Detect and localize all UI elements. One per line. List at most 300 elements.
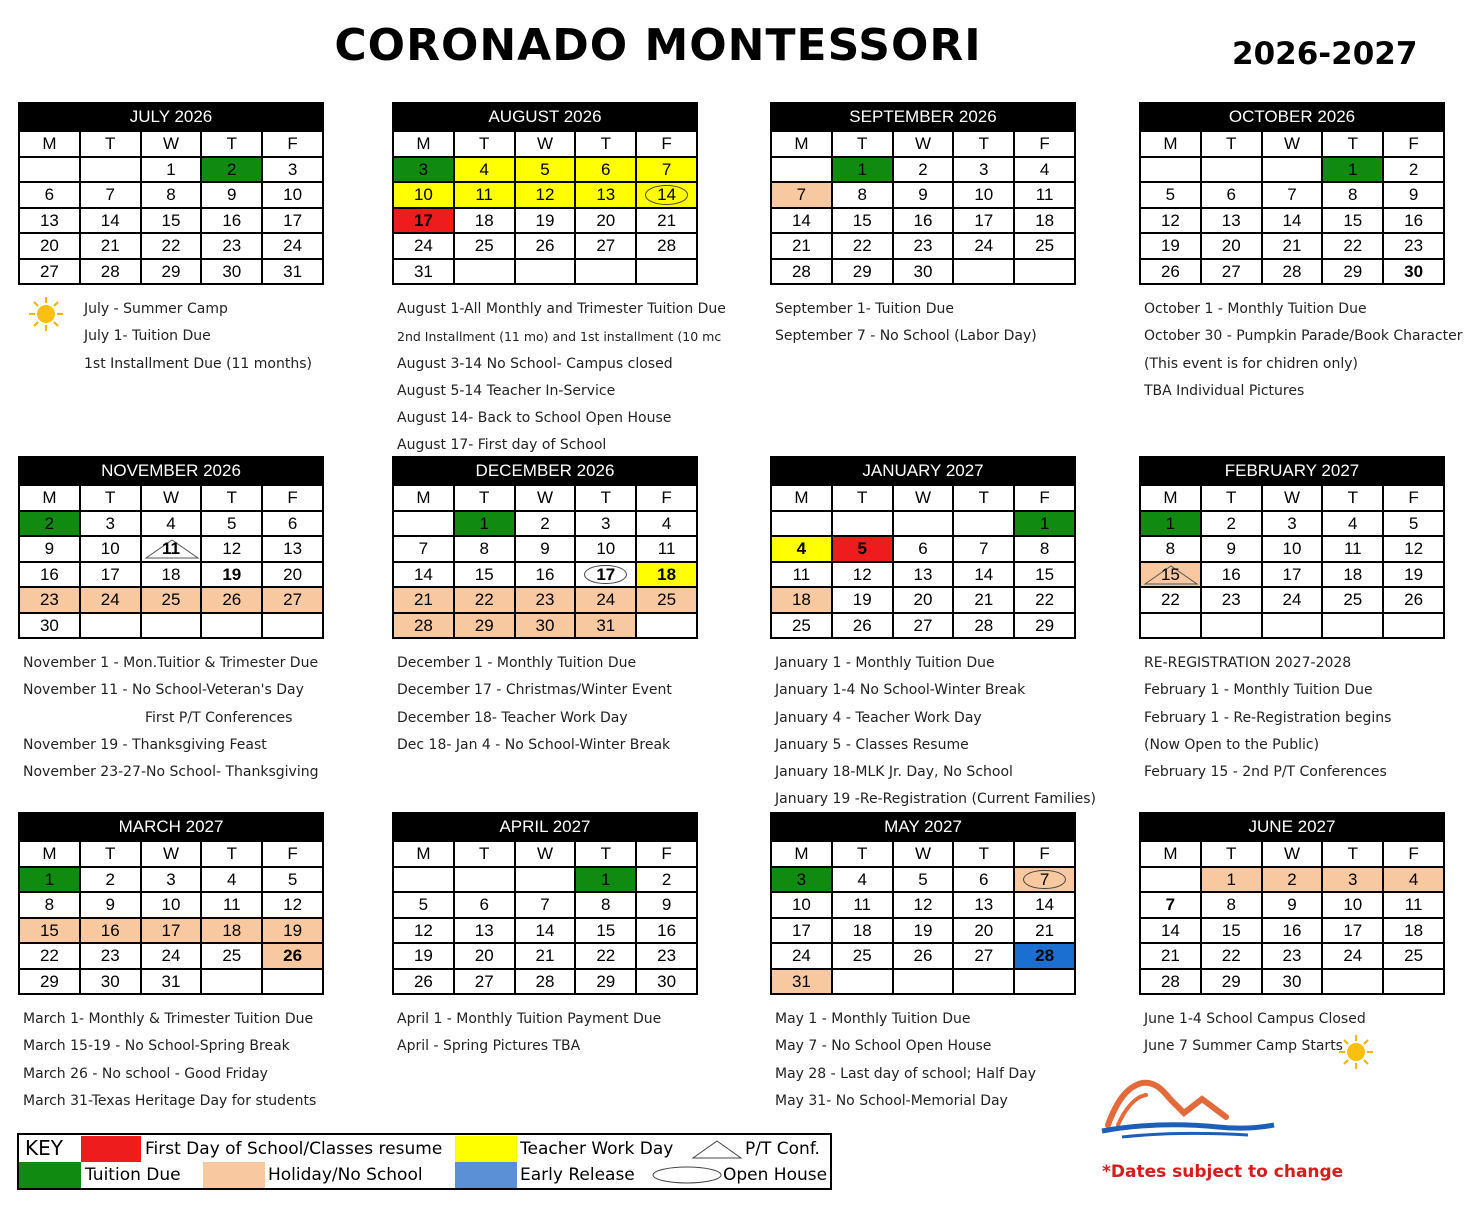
- key-holiday: Holiday/No School: [268, 1165, 423, 1185]
- day-cell: [1262, 182, 1323, 208]
- day-cell: [393, 536, 454, 562]
- day-cell: [832, 233, 893, 259]
- day-cell: [636, 587, 697, 613]
- day-cell: [1383, 182, 1444, 208]
- empty-cell: [141, 613, 202, 639]
- day-number: 1: [166, 159, 176, 179]
- day-cell: [771, 969, 832, 995]
- month-grid: [18, 484, 324, 639]
- day-number: 30: [913, 261, 933, 281]
- day-cell: [393, 208, 454, 234]
- day-cell: [201, 157, 262, 183]
- month-title: JULY 2026: [18, 102, 324, 130]
- day-cell: [575, 536, 636, 562]
- day-number: 31: [283, 261, 303, 281]
- day-cell: [1201, 536, 1262, 562]
- day-number: 12: [283, 895, 303, 915]
- day-cell: [454, 969, 515, 995]
- day-cell: [1201, 587, 1262, 613]
- day-number: 21: [100, 236, 120, 256]
- note-line: March 15-19 - No School-Spring Break: [23, 1038, 290, 1055]
- day-cell: [141, 867, 202, 893]
- day-cell: [201, 562, 262, 588]
- day-number: 10: [791, 895, 811, 915]
- empty-cell: [515, 867, 576, 893]
- day-cell: [515, 892, 576, 918]
- day-number: 17: [791, 920, 811, 940]
- day-cell: [262, 233, 323, 259]
- day-cell: [636, 233, 697, 259]
- key-pt: P/T Conf.: [745, 1139, 820, 1159]
- month-title: MAY 2027: [770, 812, 1076, 840]
- day-number: 13: [1221, 210, 1241, 230]
- note-line: July 1- Tuition Due: [84, 328, 211, 345]
- day-number: 17: [283, 210, 303, 230]
- day-number: 4: [479, 159, 489, 179]
- day-number: 7: [1287, 185, 1297, 205]
- day-number: 19: [222, 564, 242, 584]
- note-line: February 1 - Re-Registration begins: [1144, 709, 1392, 726]
- day-number: 7: [979, 539, 989, 559]
- day-cell: [80, 536, 141, 562]
- day-cell: [393, 918, 454, 944]
- day-cell: [1322, 157, 1383, 183]
- day-cell: [1383, 867, 1444, 893]
- weekday-header: M: [393, 485, 454, 511]
- day-cell: [1383, 511, 1444, 537]
- note-line: Dec 18- Jan 4 - No School-Winter Break: [397, 736, 671, 753]
- note-line: May 7 - No School Open House: [775, 1038, 992, 1055]
- weekday-header: M: [1140, 485, 1201, 511]
- note-line: August 1-All Monthly and Trimester Tuition Due: [397, 301, 726, 317]
- day-cell: [1262, 511, 1323, 537]
- day-number: 28: [535, 971, 555, 991]
- day-cell: [1322, 562, 1383, 588]
- day-cell: [1140, 233, 1201, 259]
- day-cell: [953, 157, 1014, 183]
- month-notes: [23, 650, 318, 786]
- day-cell: [454, 943, 515, 969]
- month-calendar: [770, 812, 1076, 995]
- day-cell: [141, 892, 202, 918]
- day-cell: [1140, 587, 1201, 613]
- day-number: 4: [166, 513, 176, 533]
- note-line: January 18-MLK Jr. Day, No School: [775, 764, 1013, 781]
- day-cell: [832, 867, 893, 893]
- day-cell: [201, 918, 262, 944]
- day-number: 24: [413, 236, 433, 256]
- day-cell: [1201, 208, 1262, 234]
- day-number: 23: [1404, 236, 1424, 256]
- day-number: 12: [913, 895, 933, 915]
- day-number: 18: [1343, 564, 1363, 584]
- day-cell: [1014, 943, 1075, 969]
- day-number: 25: [657, 590, 677, 610]
- day-cell: [893, 536, 954, 562]
- empty-cell: [832, 969, 893, 995]
- day-cell: [953, 892, 1014, 918]
- day-cell: [1201, 259, 1262, 285]
- day-number: 7: [796, 185, 807, 205]
- day-number: 7: [418, 539, 429, 559]
- note-line: August 17- First day of School: [397, 437, 607, 454]
- day-number: 27: [1221, 261, 1241, 281]
- day-number: 15: [161, 210, 181, 230]
- day-number: 23: [913, 236, 933, 256]
- day-number: 29: [1343, 261, 1363, 281]
- day-number: 28: [1160, 971, 1180, 991]
- note-line: December 17 - Christmas/Winter Event: [397, 682, 672, 699]
- day-number: 20: [474, 946, 494, 966]
- day-cell: [201, 233, 262, 259]
- day-number: 29: [161, 261, 181, 281]
- day-cell: [953, 182, 1014, 208]
- day-cell: [19, 918, 80, 944]
- day-cell: [262, 587, 323, 613]
- day-cell: [201, 892, 262, 918]
- day-number: 15: [596, 920, 616, 940]
- day-number: 25: [1404, 946, 1424, 966]
- day-number: 28: [1035, 946, 1055, 966]
- day-number: 24: [283, 236, 303, 256]
- weekday-header: T: [575, 485, 636, 511]
- day-cell: [201, 536, 262, 562]
- day-number: 18: [222, 920, 242, 940]
- day-cell: [262, 536, 323, 562]
- day-number: 5: [918, 869, 928, 889]
- note-line: April 1 - Monthly Tuition Payment Due: [397, 1011, 662, 1027]
- day-cell: [832, 892, 893, 918]
- day-cell: [1262, 943, 1323, 969]
- day-cell: [1140, 969, 1201, 995]
- day-cell: [771, 182, 832, 208]
- day-cell: [636, 536, 697, 562]
- sun-icon: [28, 296, 64, 332]
- day-number: 20: [974, 920, 994, 940]
- day-cell: [19, 259, 80, 285]
- day-number: 15: [852, 210, 872, 230]
- empty-cell: [201, 613, 262, 639]
- note-line: 2nd Installment (11 mo) and 1st installment (10 mc: [397, 329, 722, 345]
- day-number: 28: [413, 615, 433, 635]
- day-number: 22: [474, 590, 494, 610]
- day-number: 21: [974, 590, 994, 610]
- day-number: 1: [1348, 159, 1358, 179]
- day-cell: [575, 613, 636, 639]
- month-title: JUNE 2027: [1139, 812, 1445, 840]
- empty-cell: [1201, 613, 1262, 639]
- day-cell: [953, 562, 1014, 588]
- day-cell: [454, 536, 515, 562]
- weekday-header: W: [141, 131, 202, 157]
- day-number: 17: [100, 564, 120, 584]
- note-line: August 3-14 No School- Campus closed: [397, 355, 673, 372]
- note-line: (This event is for chidren only): [1144, 355, 1358, 372]
- day-number: 11: [162, 539, 180, 559]
- day-cell: [1383, 943, 1444, 969]
- day-cell: [893, 918, 954, 944]
- day-cell: [1201, 562, 1262, 588]
- day-number: 2: [105, 869, 115, 889]
- empty-cell: [1140, 157, 1201, 183]
- day-cell: [832, 157, 893, 183]
- oval-icon: [651, 1165, 723, 1185]
- note-line: May 28 - Last day of school; Half Day: [775, 1065, 1036, 1082]
- day-number: 31: [161, 971, 181, 991]
- day-cell: [80, 182, 141, 208]
- empty-cell: [1383, 613, 1444, 639]
- day-cell: [393, 233, 454, 259]
- day-number: 21: [1282, 236, 1302, 256]
- day-cell: [262, 208, 323, 234]
- day-cell: [454, 587, 515, 613]
- empty-cell: [393, 511, 454, 537]
- day-number: 3: [979, 159, 989, 179]
- note-line: January 5 - Classes Resume: [775, 736, 969, 753]
- day-cell: [393, 969, 454, 995]
- day-cell: [393, 892, 454, 918]
- day-number: 27: [39, 261, 59, 281]
- day-number: 3: [105, 513, 115, 533]
- month-grid: [1139, 484, 1445, 639]
- weekday-header: F: [636, 485, 697, 511]
- day-cell: [636, 562, 697, 588]
- day-number: 27: [974, 946, 994, 966]
- weekday-header: T: [832, 131, 893, 157]
- day-cell: [771, 208, 832, 234]
- day-cell: [953, 943, 1014, 969]
- weekday-header: F: [1383, 841, 1444, 867]
- day-cell: [636, 182, 697, 208]
- day-cell: [201, 259, 262, 285]
- day-cell: [1383, 892, 1444, 918]
- day-number: 8: [44, 895, 55, 915]
- day-number: 17: [413, 210, 433, 230]
- day-number: 17: [596, 564, 616, 584]
- day-number: 19: [413, 946, 433, 966]
- day-number: 25: [1035, 236, 1055, 256]
- weekday-header: F: [1014, 841, 1075, 867]
- day-cell: [893, 867, 954, 893]
- weekday-header: F: [1383, 131, 1444, 157]
- month-grid: [1139, 130, 1445, 285]
- day-number: 26: [535, 236, 555, 256]
- day-cell: [201, 511, 262, 537]
- empty-cell: [454, 259, 515, 285]
- empty-cell: [1383, 969, 1444, 995]
- day-number: 11: [475, 185, 494, 205]
- day-number: 7: [540, 895, 550, 915]
- day-cell: [771, 943, 832, 969]
- note-line: November 19 - Thanksgiving Feast: [23, 736, 267, 753]
- day-cell: [1383, 208, 1444, 234]
- note-line: May 31- No School-Memorial Day: [775, 1092, 1008, 1109]
- day-number: 13: [596, 185, 616, 205]
- day-cell: [575, 233, 636, 259]
- note-line: March 1- Monthly & Trimester Tuition Due: [23, 1011, 314, 1027]
- day-number: 13: [39, 210, 59, 230]
- day-cell: [141, 157, 202, 183]
- day-number: 30: [39, 615, 59, 635]
- month-grid: [18, 840, 324, 995]
- weekday-header: T: [575, 131, 636, 157]
- month-calendar: [1139, 812, 1445, 995]
- day-number: 27: [474, 971, 494, 991]
- day-cell: [1140, 892, 1201, 918]
- day-number: 15: [39, 920, 59, 940]
- day-number: 9: [661, 895, 672, 915]
- day-cell: [893, 157, 954, 183]
- month-calendar: [18, 456, 324, 639]
- day-cell: [141, 562, 202, 588]
- note-line: February 15 - 2nd P/T Conferences: [1144, 764, 1387, 781]
- month-title: JANUARY 2027: [770, 456, 1076, 484]
- month-calendar: [1139, 102, 1445, 285]
- day-number: 5: [287, 869, 298, 889]
- day-cell: [771, 867, 832, 893]
- note-line: August 14- Back to School Open House: [397, 410, 672, 427]
- day-number: 10: [100, 539, 120, 559]
- weekday-header: M: [771, 131, 832, 157]
- empty-cell: [1262, 613, 1323, 639]
- day-number: 7: [1039, 869, 1050, 889]
- day-number: 29: [1221, 971, 1241, 991]
- day-number: 7: [661, 159, 672, 179]
- day-cell: [1014, 182, 1075, 208]
- day-number: 12: [1160, 210, 1180, 230]
- day-number: 4: [857, 869, 867, 889]
- empty-cell: [515, 259, 576, 285]
- day-number: 22: [852, 236, 872, 256]
- day-cell: [893, 587, 954, 613]
- day-number: 24: [161, 946, 181, 966]
- note-line: March 31-Texas Heritage Day for students: [23, 1092, 317, 1109]
- day-cell: [393, 562, 454, 588]
- day-number: 20: [913, 590, 933, 610]
- day-number: 2: [227, 159, 237, 179]
- day-cell: [454, 562, 515, 588]
- day-number: 11: [792, 564, 811, 584]
- weekday-header: T: [953, 131, 1014, 157]
- note-line: September 1- Tuition Due: [775, 301, 954, 317]
- weekday-header: W: [1262, 131, 1323, 157]
- month-calendar: [1139, 456, 1445, 639]
- month-notes: [397, 650, 672, 759]
- day-cell: [1140, 943, 1201, 969]
- day-cell: [262, 892, 323, 918]
- weekday-header: W: [515, 485, 576, 511]
- day-cell: [393, 182, 454, 208]
- note-line: June 7 Summer Camp Starts: [1144, 1038, 1343, 1055]
- empty-cell: [201, 969, 262, 995]
- day-cell: [141, 969, 202, 995]
- day-number: 14: [1282, 210, 1302, 230]
- day-number: 18: [657, 564, 677, 584]
- day-cell: [953, 536, 1014, 562]
- day-number: 13: [474, 920, 494, 940]
- note-line: October 1 - Monthly Tuition Due: [1144, 301, 1367, 317]
- day-cell: [893, 233, 954, 259]
- day-number: 26: [1404, 590, 1424, 610]
- note-line: 1st Installment Due (11 months): [84, 355, 312, 372]
- note-line: First P/T Conferences: [145, 709, 293, 726]
- day-cell: [1201, 867, 1262, 893]
- weekday-header: M: [1140, 841, 1201, 867]
- day-number: 19: [283, 920, 303, 940]
- weekday-header: T: [201, 131, 262, 157]
- day-cell: [201, 182, 262, 208]
- day-cell: [454, 182, 515, 208]
- day-cell: [454, 157, 515, 183]
- weekday-header: T: [575, 841, 636, 867]
- day-cell: [1383, 536, 1444, 562]
- weekday-header: F: [262, 841, 323, 867]
- empty-cell: [454, 867, 515, 893]
- empty-cell: [262, 613, 323, 639]
- weekday-header: T: [1201, 841, 1262, 867]
- day-number: 17: [974, 210, 994, 230]
- day-cell: [636, 943, 697, 969]
- day-number: 10: [1282, 539, 1302, 559]
- day-number: 14: [791, 210, 811, 230]
- note-line: November 1 - Mon.Tuitior & Trimester Due: [23, 655, 319, 671]
- day-cell: [771, 562, 832, 588]
- day-number: 9: [918, 185, 928, 205]
- day-number: 30: [535, 615, 555, 635]
- day-number: 27: [596, 236, 616, 256]
- weekday-header: F: [636, 131, 697, 157]
- day-cell: [832, 182, 893, 208]
- day-number: 14: [657, 185, 677, 205]
- weekday-header: T: [1201, 131, 1262, 157]
- month-grid: [770, 484, 1076, 639]
- day-cell: [1383, 918, 1444, 944]
- day-number: 25: [791, 615, 811, 635]
- month-notes: [397, 1006, 661, 1061]
- day-number: 18: [474, 210, 494, 230]
- day-cell: [141, 259, 202, 285]
- day-cell: [262, 562, 323, 588]
- day-number: 2: [661, 869, 672, 889]
- day-cell: [893, 182, 954, 208]
- tuition-swatch: [19, 1162, 81, 1188]
- day-number: 8: [479, 539, 489, 559]
- day-number: 14: [974, 564, 994, 584]
- day-number: 8: [601, 895, 611, 915]
- day-number: 15: [1221, 920, 1241, 940]
- weekday-header: T: [1322, 841, 1383, 867]
- day-cell: [19, 536, 80, 562]
- day-cell: [454, 511, 515, 537]
- weekday-header: T: [832, 841, 893, 867]
- day-cell: [80, 208, 141, 234]
- day-number: 8: [1348, 185, 1358, 205]
- weekday-header: F: [1014, 485, 1075, 511]
- day-number: 11: [657, 539, 676, 559]
- day-number: 27: [283, 590, 303, 610]
- day-number: 28: [100, 261, 120, 281]
- day-cell: [393, 613, 454, 639]
- day-number: 3: [796, 869, 807, 889]
- empty-cell: [636, 259, 697, 285]
- weekday-header: T: [953, 485, 1014, 511]
- day-number: 22: [161, 236, 181, 256]
- day-cell: [1322, 867, 1383, 893]
- day-number: 1: [44, 869, 55, 889]
- day-number: 1: [601, 869, 611, 889]
- note-line: September 7 - No School (Labor Day): [775, 328, 1037, 345]
- key-early: Early Release: [520, 1165, 635, 1185]
